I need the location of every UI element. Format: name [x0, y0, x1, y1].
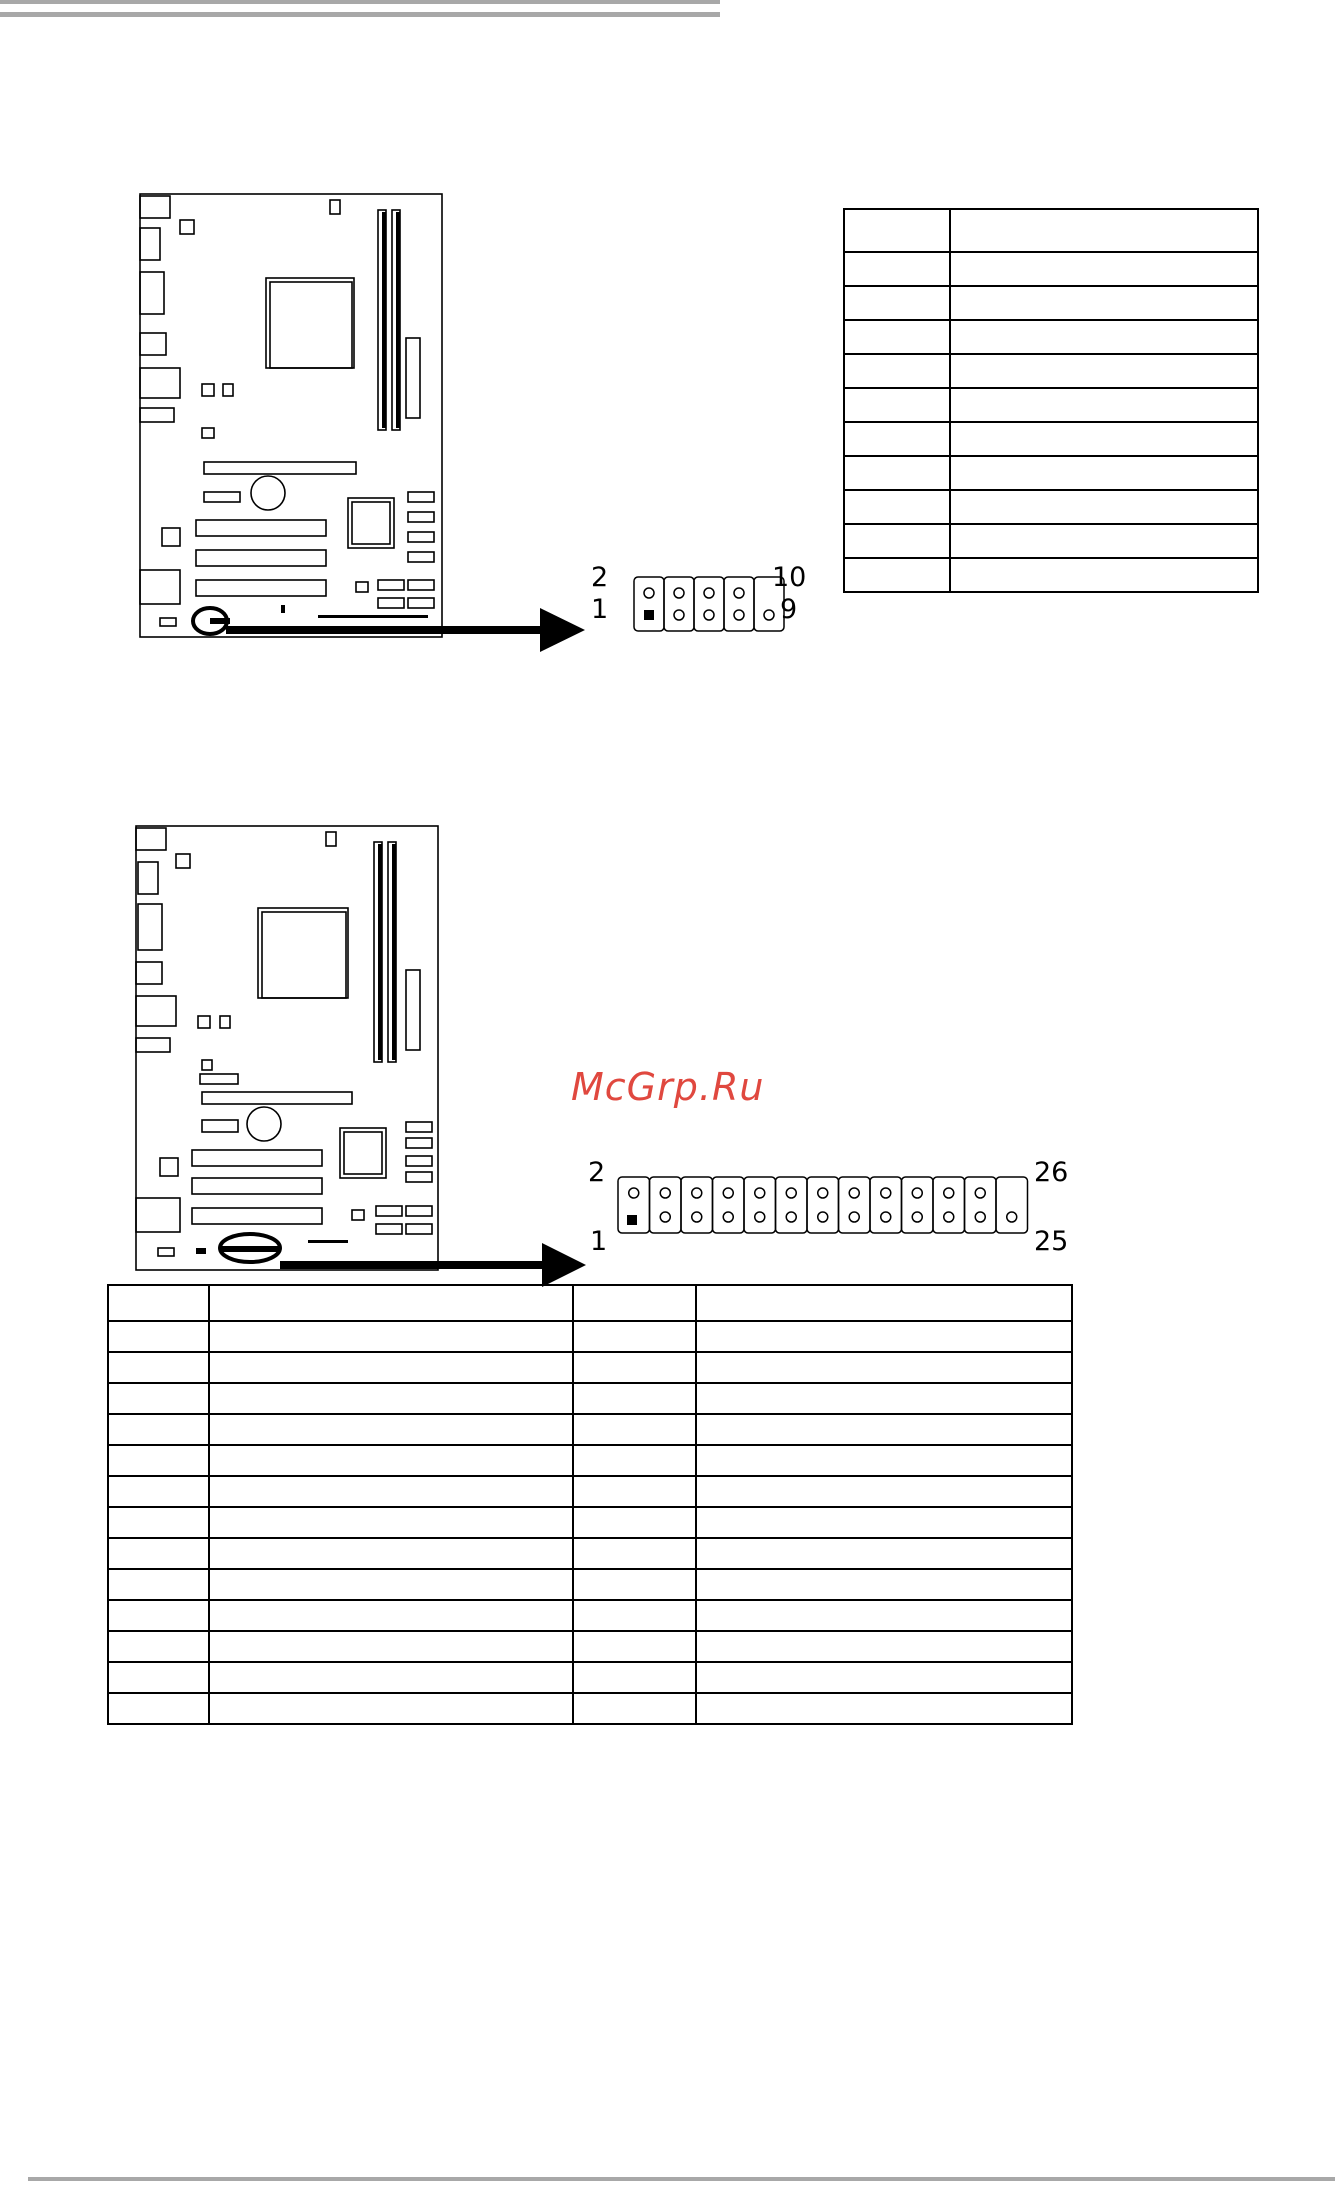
- table-cell: [108, 1414, 209, 1445]
- table-row: [108, 1445, 1072, 1476]
- table-cell: [696, 1285, 1072, 1321]
- top-rule-1: [0, 0, 720, 4]
- table-cell: [573, 1285, 696, 1321]
- table-cell: [950, 209, 1258, 252]
- table-cell: [696, 1507, 1072, 1538]
- table-cell: [108, 1445, 209, 1476]
- table-cell: [696, 1321, 1072, 1352]
- table-cell: [950, 558, 1258, 592]
- table-cell: [209, 1662, 573, 1693]
- table-cell: [696, 1693, 1072, 1724]
- table-cell: [108, 1538, 209, 1569]
- pin-label-top-left: 2: [588, 1157, 606, 1188]
- table-row: [108, 1569, 1072, 1600]
- table-row: [844, 320, 1258, 354]
- table-cell: [950, 388, 1258, 422]
- table-cell: [108, 1600, 209, 1631]
- table-cell: [573, 1383, 696, 1414]
- pin-header-26: [618, 1175, 1038, 1237]
- table-row: [108, 1600, 1072, 1631]
- table-cell: [950, 252, 1258, 286]
- table-row: [108, 1383, 1072, 1414]
- table-cell: [573, 1693, 696, 1724]
- table-row: [108, 1476, 1072, 1507]
- table-row: [108, 1538, 1072, 1569]
- table-cell: [108, 1476, 209, 1507]
- table-cell: [844, 456, 950, 490]
- table-cell: [209, 1383, 573, 1414]
- pin-label-top-right: 26: [1034, 1157, 1069, 1188]
- table-row: [108, 1693, 1072, 1724]
- watermark: McGrp.Ru: [571, 1065, 765, 1109]
- table-cell: [844, 490, 950, 524]
- table-row: [108, 1352, 1072, 1383]
- table-row: [108, 1321, 1072, 1352]
- table-cell: [209, 1445, 573, 1476]
- table-cell: [573, 1569, 696, 1600]
- table-cell: [950, 490, 1258, 524]
- table-cell: [573, 1445, 696, 1476]
- table-cell: [573, 1631, 696, 1662]
- table-cell: [696, 1631, 1072, 1662]
- table-cell: [844, 286, 950, 320]
- table-row: [844, 456, 1258, 490]
- table-cell: [573, 1352, 696, 1383]
- table-row: [844, 422, 1258, 456]
- table-cell: [108, 1507, 209, 1538]
- table-row: [844, 354, 1258, 388]
- table-cell: [696, 1569, 1072, 1600]
- table-cell: [950, 320, 1258, 354]
- table-cell: [573, 1414, 696, 1445]
- table-cell: [950, 422, 1258, 456]
- table-cell: [573, 1476, 696, 1507]
- table-cell: [209, 1285, 573, 1321]
- table-cell: [573, 1662, 696, 1693]
- table-cell: [209, 1538, 573, 1569]
- table-cell: [108, 1631, 209, 1662]
- pin-label-top-right: 10: [772, 562, 807, 593]
- table-row: [108, 1631, 1072, 1662]
- table-cell: [209, 1476, 573, 1507]
- table-cell: [696, 1662, 1072, 1693]
- table-cell: [108, 1352, 209, 1383]
- table-cell: [696, 1383, 1072, 1414]
- table-cell: [108, 1383, 209, 1414]
- table-row: [844, 286, 1258, 320]
- pin-header-10: [620, 575, 780, 635]
- table-cell: [573, 1507, 696, 1538]
- table-cell: [209, 1352, 573, 1383]
- top-rule-2: [0, 12, 720, 17]
- pin-table-1: [843, 208, 1259, 593]
- pin-table-2: [107, 1284, 1073, 1725]
- motherboard-diagram-1: [130, 190, 450, 640]
- table-cell: [950, 524, 1258, 558]
- table-cell: [573, 1538, 696, 1569]
- table-row: [844, 388, 1258, 422]
- table-cell: [209, 1321, 573, 1352]
- table-row: [844, 558, 1258, 592]
- table-cell: [950, 354, 1258, 388]
- table-cell: [573, 1600, 696, 1631]
- pin-label-bottom-left: 1: [590, 1226, 608, 1257]
- table-cell: [209, 1507, 573, 1538]
- table-cell: [108, 1285, 209, 1321]
- table-row: [844, 209, 1258, 252]
- table-row: [108, 1662, 1072, 1693]
- table-cell: [108, 1321, 209, 1352]
- table-cell: [696, 1414, 1072, 1445]
- table-cell: [696, 1352, 1072, 1383]
- table-cell: [108, 1693, 209, 1724]
- table-cell: [108, 1569, 209, 1600]
- table-cell: [844, 320, 950, 354]
- table-row: [108, 1285, 1072, 1321]
- table-cell: [844, 524, 950, 558]
- table-row: [844, 490, 1258, 524]
- table-cell: [696, 1600, 1072, 1631]
- table-row: [844, 524, 1258, 558]
- table-row: [844, 252, 1258, 286]
- table-cell: [950, 286, 1258, 320]
- table-cell: [209, 1631, 573, 1662]
- table-cell: [844, 558, 950, 592]
- table-cell: [573, 1321, 696, 1352]
- table-cell: [108, 1662, 209, 1693]
- pin-label-bottom-right: 9: [780, 594, 798, 625]
- table-row: [108, 1414, 1072, 1445]
- table-cell: [209, 1693, 573, 1724]
- table-cell: [696, 1445, 1072, 1476]
- pin-label-top-left: 2: [591, 562, 609, 593]
- bottom-rule: [28, 2177, 1335, 2181]
- table-cell: [209, 1414, 573, 1445]
- table-cell: [209, 1600, 573, 1631]
- table-cell: [950, 456, 1258, 490]
- table-cell: [696, 1538, 1072, 1569]
- table-cell: [844, 354, 950, 388]
- table-cell: [209, 1569, 573, 1600]
- table-cell: [844, 422, 950, 456]
- table-cell: [696, 1476, 1072, 1507]
- table-cell: [844, 252, 950, 286]
- pin-label-bottom-left: 1: [591, 594, 609, 625]
- motherboard-diagram-2: [130, 820, 450, 1270]
- pin-label-bottom-right: 25: [1034, 1226, 1069, 1257]
- table-row: [108, 1507, 1072, 1538]
- table-cell: [844, 209, 950, 252]
- table-cell: [844, 388, 950, 422]
